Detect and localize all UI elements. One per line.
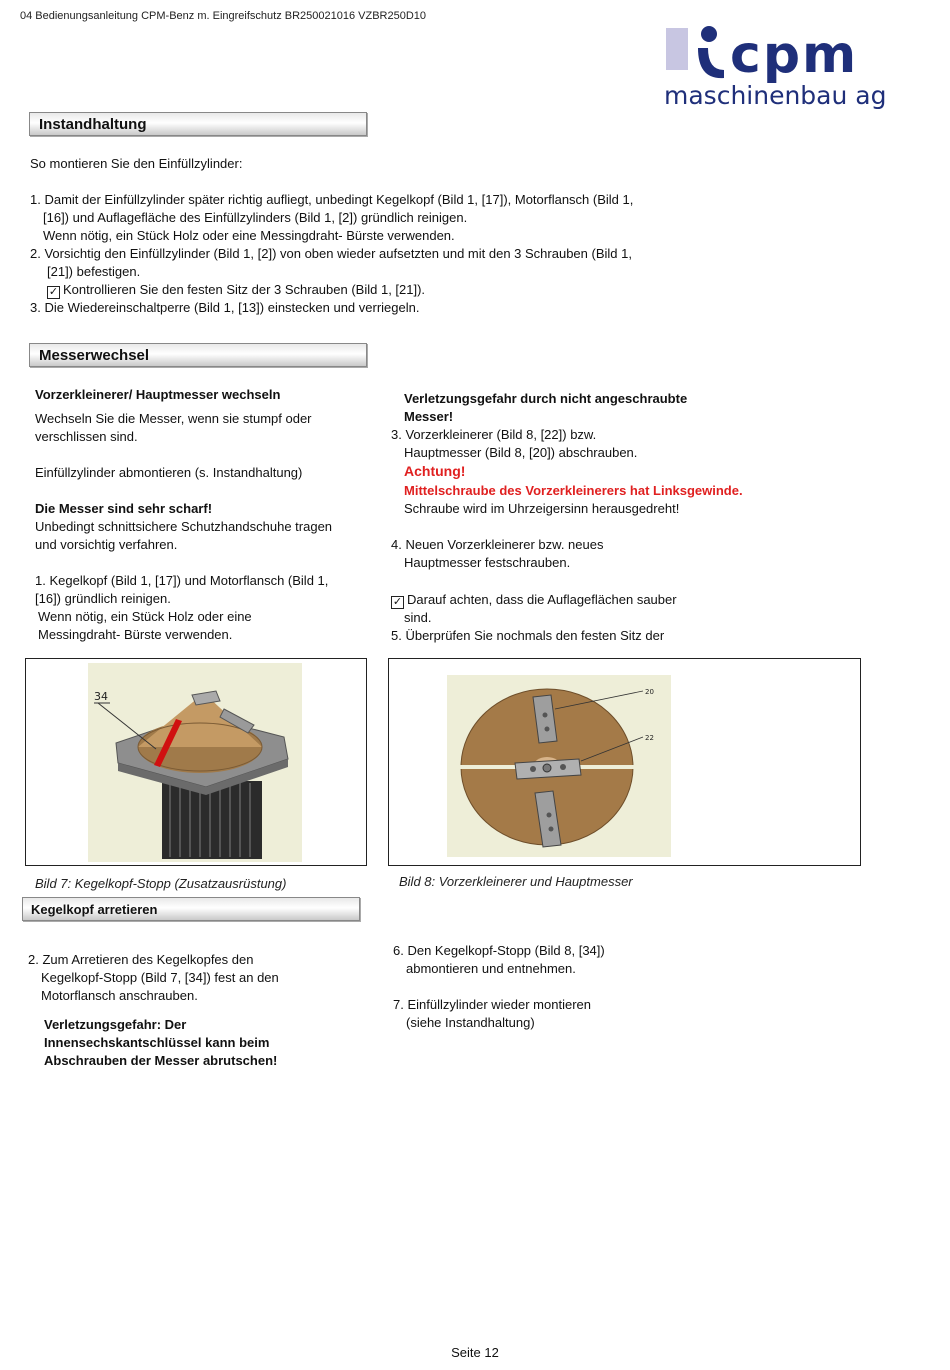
text-line: 4. Neuen Vorzerkleinerer bzw. neues (391, 537, 604, 552)
text-line: Hauptmesser (Bild 8, [20]) abschrauben. (404, 445, 638, 460)
messer-abmontieren: Einfüllzylinder abmontieren (s. Instandhaltung) (35, 465, 303, 480)
text-line: Unbedingt schnittsichere Schutzhandschuhe tragen (35, 519, 333, 534)
section-heading-instandhaltung: Instandhaltung (29, 112, 367, 136)
text-line: und vorsichtig verfahren. (35, 537, 178, 552)
logo-dot (701, 26, 717, 42)
label-34: 34 (94, 690, 108, 703)
figure-7-caption: Bild 7: Kegelkopf-Stopp (Zusatzausrüstung) (35, 876, 287, 891)
text-line: Messingdraht- Bürste verwenden. (38, 627, 233, 642)
section-heading-kegelkopf: Kegelkopf arretieren (22, 897, 360, 921)
top-knife (192, 691, 220, 705)
step-line: Wenn nötig, ein Stück Holz oder eine Messingdraht- Bürste verwenden. (43, 228, 455, 243)
text-line: (siehe Instandhaltung) (406, 1015, 535, 1030)
text-line: abmontieren und entnehmen. (406, 961, 576, 976)
text-line: 6. Den Kegelkopf-Stopp (Bild 8, [34]) (393, 943, 605, 958)
messer-intro (35, 410, 365, 446)
messer-step-4 (391, 536, 791, 572)
figure-8-frame (388, 658, 861, 866)
text-line: Kegelkopf-Stopp (Bild 7, [34]) fest an den (41, 970, 279, 985)
logo-wordmark: cpm (730, 25, 859, 85)
step-line: [21]) befestigen. (47, 264, 141, 279)
text-line: Abschrauben der Messer abrutschen! (44, 1053, 278, 1068)
figure-7-frame (25, 658, 367, 866)
logo-subtitle: maschinenbau ag (664, 81, 887, 110)
warning-title-scharf: Die Messer sind sehr scharf! (35, 501, 213, 516)
text-line: Motorflansch anschrauben. (41, 988, 198, 1003)
figure-8-caption: Bild 8: Vorzerkleinerer und Hauptmesser (399, 874, 633, 889)
text-line: Innensechskantschlüssel kann beim (44, 1035, 270, 1050)
cpm-logo (662, 22, 902, 112)
messer-step-3 (391, 426, 791, 462)
check-line (30, 281, 730, 299)
logo-swoosh (698, 48, 724, 78)
subheading-messer-wechseln: Vorzerkleinerer/ Hauptmesser wechseln (35, 387, 281, 402)
text-line: Wenn nötig, ein Stück Holz oder eine (38, 609, 252, 624)
step-line: 3. Die Wiedereinschaltperre (Bild 1, [13]) einstecken und verriegeln. (30, 300, 420, 315)
instandhaltung-intro: So montieren Sie den Einfüllzylinder: (30, 156, 243, 171)
messer-step-5: 5. Überprüfen Sie nochmals den festen Sitz der (391, 628, 665, 643)
text-line: verschlissen sind. (35, 429, 138, 444)
messer-step-1 (35, 572, 365, 644)
warning-verletzung-messer (404, 390, 687, 426)
checkbox-icon: ✓ (392, 596, 403, 608)
instandhaltung-steps (30, 191, 730, 317)
text-line: Verletzungsgefahr durch nicht angeschraubte (404, 391, 688, 406)
step-line: 2. Vorsichtig den Einfüllzylinder (Bild 1, [2]) von oben wieder aufsetzten und mit den 3 Schrauben (Bild 1, (30, 246, 632, 261)
warning-text-handschuhe (35, 518, 365, 554)
step-3-tail: Schraube wird im Uhrzeigersinn herausgedreht! (404, 501, 680, 516)
achtung-text: Mittelschraube des Vorzerkleinerers hat Linksgewinde. (404, 483, 743, 498)
text-line: [16]) gründlich reinigen. (35, 591, 171, 606)
page-number: Seite 12 (451, 1345, 499, 1360)
knives-illustration (447, 675, 671, 857)
label-20: 20 (645, 688, 654, 696)
section-heading-messerwechsel: Messerwechsel (29, 343, 367, 367)
kegelkopf-step-2 (28, 951, 368, 1005)
achtung-label: Achtung! (404, 463, 466, 479)
text-line: 1. Kegelkopf (Bild 1, [17]) und Motorflansch (Bild 1, (35, 573, 329, 588)
text-line: sind. (404, 610, 432, 625)
text-line: Messer! (404, 409, 454, 424)
text-line: Wechseln Sie die Messer, wenn sie stumpf oder (35, 411, 312, 426)
text-line: 7. Einfüllzylinder wieder montieren (393, 997, 591, 1012)
step-line: [16]) und Auflagefläche des Einfüllzylinders (Bild 1, [2]) gründlich reinigen. (43, 210, 468, 225)
text-line: Verletzungsgefahr: Der (44, 1017, 187, 1032)
figure-7-image (88, 663, 302, 862)
figure-8-image (447, 675, 671, 857)
warning-innensechskant (44, 1016, 364, 1070)
document-reference: 04 Bedienungsanleitung CPM-Benz m. Eingreifschutz BR250021016 VZBR250D10 (20, 10, 427, 22)
check-auflageflaechen (391, 591, 791, 627)
motor-kegelkopf-illustration (88, 663, 302, 862)
check-line-text: Kontrollieren Sie den festen Sitz der 3 Schrauben (Bild 1, [21]). (63, 282, 426, 297)
text-line: Hauptmesser festschrauben. (404, 555, 571, 570)
kegelkopf-step-7 (393, 996, 753, 1032)
step-line: 1. Damit der Einfüllzylinder später richtig aufliegt, unbedingt Kegelkopf (Bild 1, [17]), Motorflansch (Bild 1, (30, 192, 634, 207)
text-line: 2. Zum Arretieren des Kegelkopfes den (28, 952, 254, 967)
kegelkopf-step-6 (393, 942, 753, 978)
text-line: Darauf achten, dass die Auflageflächen sauber (407, 592, 677, 607)
label-22: 22 (645, 734, 654, 742)
text-line: 3. Vorzerkleinerer (Bild 8, [22]) bzw. (391, 427, 597, 442)
checkbox-icon: ✓ (48, 286, 59, 298)
logo-lilac-block (666, 28, 688, 70)
